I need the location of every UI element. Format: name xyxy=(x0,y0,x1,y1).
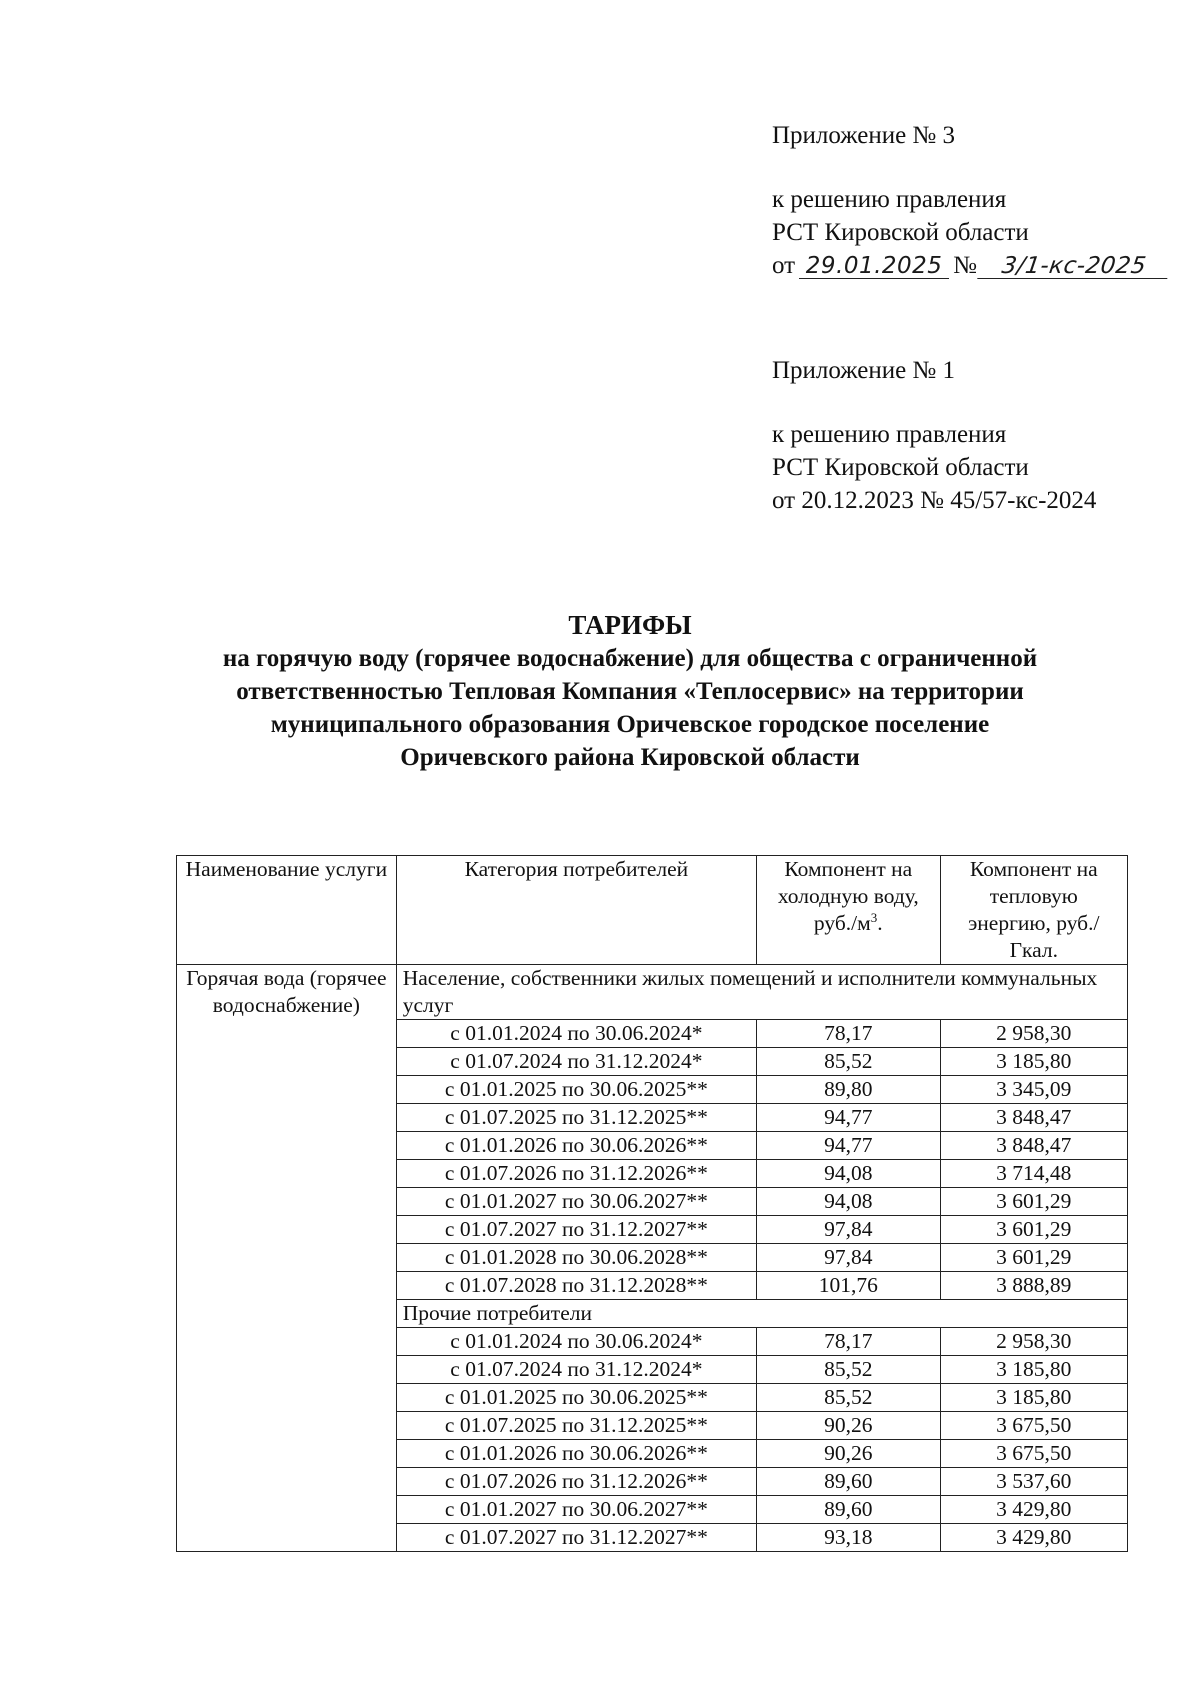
consumer-category-cell: Население, собственники жилых помещений и исполнители коммунальных услуг xyxy=(396,965,1127,1020)
period-cell: с 01.01.2024 по 30.06.2024* xyxy=(396,1328,756,1356)
cold-water-cell: 85,52 xyxy=(757,1384,941,1412)
handwritten-date: 29.01.2025 xyxy=(799,254,949,279)
cold-water-cell: 89,80 xyxy=(757,1076,941,1104)
annex-current-line1: к решению правления xyxy=(772,186,1007,213)
cold-water-cell: 78,17 xyxy=(757,1020,941,1048)
heat-energy-cell: 2 958,30 xyxy=(940,1328,1127,1356)
period-cell: с 01.07.2027 по 31.12.2027** xyxy=(396,1216,756,1244)
heat-energy-cell: 3 675,50 xyxy=(940,1412,1127,1440)
consumer-category-cell: Прочие потребители xyxy=(396,1300,1127,1328)
heat-energy-cell: 3 429,80 xyxy=(940,1524,1127,1552)
cold-water-cell: 78,17 xyxy=(757,1328,941,1356)
cold-water-cell: 89,60 xyxy=(757,1496,941,1524)
annex-current-line3 xyxy=(772,249,1169,282)
period-cell: с 01.07.2025 по 31.12.2025** xyxy=(396,1104,756,1132)
cold-water-cell: 85,52 xyxy=(757,1356,941,1384)
document-title xyxy=(150,609,1110,774)
cold-water-cell: 97,84 xyxy=(757,1216,941,1244)
header-cold-water: Компонент на холодную воду, $руб./м^3$. xyxy=(757,856,941,965)
period-cell: с 01.01.2027 по 30.06.2027** xyxy=(396,1188,756,1216)
heat-energy-cell: 3 429,80 xyxy=(940,1496,1127,1524)
heat-energy-cell: 3 537,60 xyxy=(940,1468,1127,1496)
header-service: Наименование услуги xyxy=(177,856,397,965)
heat-energy-cell: 3 848,47 xyxy=(940,1104,1127,1132)
period-cell: с 01.07.2025 по 31.12.2025** xyxy=(396,1412,756,1440)
group-header-row xyxy=(177,965,1128,1020)
handwritten-number: 3/1-кс-2025 xyxy=(977,254,1171,279)
service-name-cell: Горячая вода (горячее водоснабжение) xyxy=(177,965,397,1552)
cold-water-cell: 94,08 xyxy=(757,1188,941,1216)
annex-current-block xyxy=(772,119,1169,282)
cold-water-cell: 101,76 xyxy=(757,1272,941,1300)
title-line1: на горячую воду (горячее водоснабжение) для общества с ограниченной xyxy=(222,645,1038,672)
header-category: Категория потребителей xyxy=(396,856,756,965)
annex-current-number: Приложение № 3 xyxy=(772,122,956,149)
table-header-row xyxy=(177,856,1128,965)
title-line4: Оричевского района Кировской области xyxy=(400,744,860,771)
cold-water-cell: 90,26 xyxy=(757,1440,941,1468)
heat-energy-cell: 3 185,80 xyxy=(940,1356,1127,1384)
annex-original-number: Приложение № 1 xyxy=(772,357,956,384)
heat-energy-cell: 3 848,47 xyxy=(940,1132,1127,1160)
period-cell: с 01.01.2024 по 30.06.2024* xyxy=(396,1020,756,1048)
period-cell: с 01.01.2026 по 30.06.2026** xyxy=(396,1440,756,1468)
heat-energy-cell: 3 714,48 xyxy=(940,1160,1127,1188)
annex-original-line2: РСТ Кировской области xyxy=(772,454,1029,481)
heat-energy-cell: 3 888,89 xyxy=(940,1272,1127,1300)
period-cell: с 01.07.2026 по 31.12.2026** xyxy=(396,1160,756,1188)
annex-current-line2: РСТ Кировской области xyxy=(772,219,1029,246)
heat-energy-cell: 3 601,29 xyxy=(940,1244,1127,1272)
heat-energy-cell: 3 601,29 xyxy=(940,1216,1127,1244)
period-cell: с 01.07.2026 по 31.12.2026** xyxy=(396,1468,756,1496)
title-line2: ответственностью Тепловая Компания «Теплосервис» на территории xyxy=(236,678,1024,705)
cold-water-cell: 94,08 xyxy=(757,1160,941,1188)
heat-energy-cell: 3 601,29 xyxy=(940,1188,1127,1216)
header-heat-energy: Компонент на тепловую энергию, руб./Гкал. xyxy=(940,856,1127,965)
cold-water-cell: 89,60 xyxy=(757,1468,941,1496)
annex-original-block xyxy=(772,354,1096,517)
annex-original-line1: к решению правления xyxy=(772,421,1007,448)
title-line3: муниципального образования Оричевское городское поселение xyxy=(270,711,990,738)
cold-water-cell: 94,77 xyxy=(757,1132,941,1160)
period-cell: с 01.01.2028 по 30.06.2028** xyxy=(396,1244,756,1272)
heat-energy-cell: 3 675,50 xyxy=(940,1440,1127,1468)
cold-water-cell: 90,26 xyxy=(757,1412,941,1440)
annex-original-line3: от 20.12.2023 № 45/57-кс-2024 xyxy=(772,487,1097,514)
period-cell: с 01.01.2027 по 30.06.2027** xyxy=(396,1496,756,1524)
from-label: от xyxy=(772,252,796,279)
period-cell: с 01.07.2028 по 31.12.2028** xyxy=(396,1272,756,1300)
period-cell: с 01.01.2026 по 30.06.2026** xyxy=(396,1132,756,1160)
period-cell: с 01.01.2025 по 30.06.2025** xyxy=(396,1076,756,1104)
cold-water-cell: 97,84 xyxy=(757,1244,941,1272)
heat-energy-cell: 3 185,80 xyxy=(940,1384,1127,1412)
cold-water-cell: 94,77 xyxy=(757,1104,941,1132)
heat-energy-cell: 3 185,80 xyxy=(940,1048,1127,1076)
heat-energy-cell: 2 958,30 xyxy=(940,1020,1127,1048)
period-cell: с 01.07.2024 по 31.12.2024* xyxy=(396,1356,756,1384)
cold-water-cell: 85,52 xyxy=(757,1048,941,1076)
title-main: ТАРИФЫ xyxy=(568,610,692,640)
heat-energy-cell: 3 345,09 xyxy=(940,1076,1127,1104)
period-cell: с 01.07.2024 по 31.12.2024* xyxy=(396,1048,756,1076)
period-cell: с 01.07.2027 по 31.12.2027** xyxy=(396,1524,756,1552)
number-label: № xyxy=(953,252,977,279)
tariff-body xyxy=(177,965,1128,1552)
cold-water-cell: 93,18 xyxy=(757,1524,941,1552)
tariff-table xyxy=(176,855,1128,1552)
period-cell: с 01.01.2025 по 30.06.2025** xyxy=(396,1384,756,1412)
